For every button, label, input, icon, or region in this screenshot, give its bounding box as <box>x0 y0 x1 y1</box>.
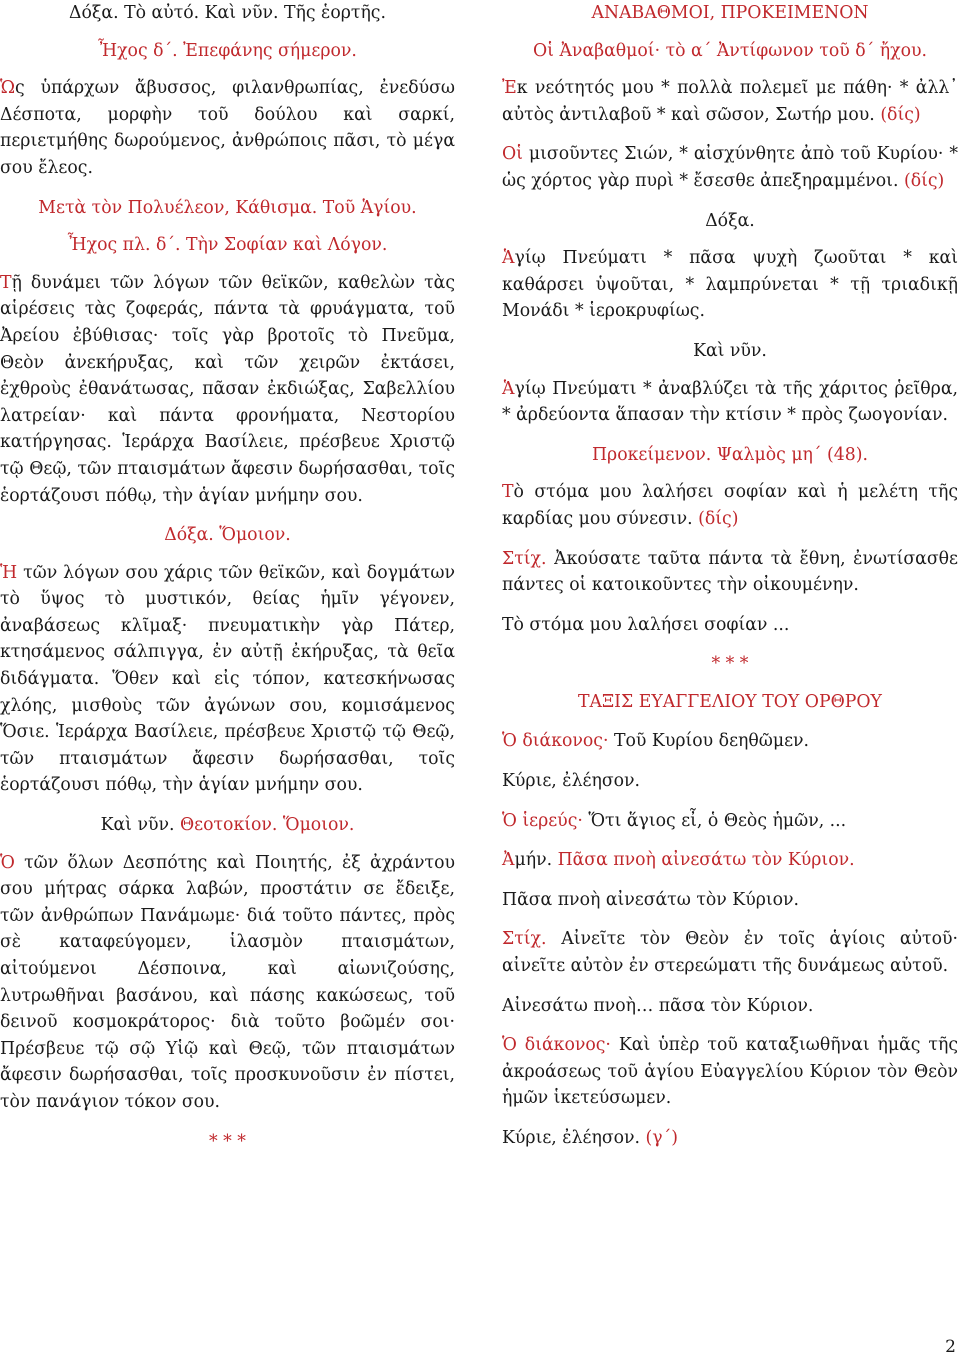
verse-1-text: Ἀκούσατε ταῦτα πάντα τὰ ἔθνη, ἐνωτίσασθε πάντες οἱ κατοικοῦντες τὴν οἰκουμένην. <box>502 548 958 596</box>
response-4 <box>502 1125 958 1152</box>
anavathmos-2-text: μισοῦντες Σιών, * αἰσχύνθητε ἀπὸ τοῦ Κυρίου· * ὡς χόρτος γὰρ πυρὶ * ἔσεσθε ἀπεξηραμμένοι. <box>502 144 958 191</box>
initial: Ἁ <box>502 378 515 399</box>
initial: Ἁ <box>502 248 515 269</box>
repeat-mark: (δίς) <box>880 104 921 125</box>
deacon-line-2-text: Καὶ ὑπὲρ τοῦ καταξιωθῆναι ἡμᾶς τῆς ἀκροάσεως τοῦ ἁγίου Εὐαγγελίου Κύριον τὸν Θεὸν ἡμῶν ἱκετεύσωμεν. <box>502 1035 959 1109</box>
anavathmos-3 <box>502 245 958 325</box>
initial: Τ <box>502 482 514 503</box>
response-1: Κύριε, ἐλέησον. <box>502 771 641 792</box>
deacon-line-1-text: Τοῦ Κυρίου δεηθῶμεν. <box>608 731 810 752</box>
priest-line-text: Ὅτι ἅγιος εἶ, ὁ Θεὸς ἡμῶν, ... <box>582 810 847 831</box>
response-3: Αἰνεσάτω πνοὴ… πᾶσα τὸν Κύριον. <box>502 995 814 1016</box>
amen-text: μήν. <box>514 850 558 871</box>
kai-nyn-heading: Καὶ νῦν. <box>693 340 767 361</box>
doxa-heading: Δόξα. <box>705 210 755 231</box>
separator-stars-2: * * * <box>711 654 749 675</box>
kai-nyn: Καὶ νῦν. <box>100 815 180 836</box>
initial: Τ <box>0 272 12 293</box>
tone-heading-2: Ἦχος πλ. δ΄. Τὴν Σοφίαν καὶ Λόγον. <box>67 235 388 256</box>
right-column <box>502 0 958 1165</box>
anavathmos-4-text: γίῳ Πνεύματι * ἀναβλύζει τὰ τῆς χάριτος ῥεῖθρα, * ἀρδεύοντα ἅπασαν τὴν κτίσιν * πρὸς ζωογονίαν. <box>502 378 958 426</box>
anavathmos-2 <box>502 141 958 194</box>
repeat-mark: (δίς) <box>903 170 945 191</box>
troparion-1 <box>0 75 455 181</box>
role-label: Ὁ διάκονος· <box>502 1035 611 1056</box>
anavathmos-3-text: γίῳ Πνεύματι * πᾶσα ψυχὴ ζωοῦται * καὶ καθάρσει ὑψοῦται, * λαμπρύνεται * τῇ τριαδικῇ Μονάδι * ἱεροκρυφίως. <box>502 248 958 322</box>
initial: Ἡ <box>0 562 18 583</box>
section-title-anavathmoi: ΑΝΑΒΑΘΜΟΙ, ΠΡΟΚΕΙΜΕΝΟΝ <box>591 3 869 23</box>
kathisma-1 <box>0 270 455 509</box>
anavathmos-1-text: κ νεότητός μου * πολλὰ πολεμεῖ με πάθη· * ἀλλ᾽ αὐτὸς ἀντιλαβοῦ * καὶ σῶσον, Σωτήρ μου. <box>502 78 958 125</box>
kathisma-1-text: ῇ δυνάμει τῶν λόγων τῶν θεϊκῶν, καθελὼν τὰς αἱρέσεις τὰς ζοφεράς, πάντα τὰ φρυάγματα, τοῦ Ἀρείου ἐβύθισας· τοῖς γὰρ βροτοῖς τὸ Πνεῦμα, Θεὸν ἀνεκήρυξας, καὶ τῶν χειρῶν ἐκτάσει, ἐχθροὺς ἐθανάτωσας, πᾶσαν ἐκδιώξας, Σαβελλίου λατρείαν· καὶ πάντα φρονήματα, Νεστορίου κατήργησας. Ἱεράρχα Βασίλειε, πρέσβευε Χριστῷ τῷ Θεῷ, τῶν πταισμάτων ἄφεσιν δωρήσασθαι, τοῖς ἑορτάζουσι πόθῳ, τὴν ἁγίαν μνήμην σου. <box>0 272 455 506</box>
initial: Ὡ <box>0 78 16 99</box>
kathisma-2 <box>0 560 455 799</box>
prokeimenon-repeat: Τὸ στόμα μου λαλήσει σοφίαν ... <box>502 614 790 635</box>
role-label: Ὁ διάκονος· <box>502 731 609 752</box>
pasa-pnoi-rubric: Πᾶσα πνοὴ αἰνεσάτω τὸν Κύριον. <box>557 850 855 871</box>
antiphon-heading: Οἱ Ἀναβαθμοί· τὸ α΄ Ἀντίφωνον τοῦ δ΄ ἤχου. <box>533 40 927 61</box>
verse-2-text: Αἰνεῖτε τὸν Θεὸν ἐν τοῖς ἁγίοις αὐτοῦ· αἰνεῖτε αὐτὸν ἐν στερεώματι τῆς δυνάμεως αὐτοῦ. <box>502 929 958 977</box>
kathisma-heading: Μετὰ τὸν Πολυέλεον, Κάθισμα. Τοῦ Ἁγίου. <box>38 197 417 218</box>
repeat-mark: (γ΄) <box>645 1128 678 1148</box>
left-column <box>0 0 455 1168</box>
anavathmos-1 <box>502 75 958 128</box>
amen-line <box>502 847 958 874</box>
role-label: Ὁ ἱερεύς· <box>502 810 583 831</box>
prokeimenon-heading: Προκείμενον. Ψαλμὸς μη΄ (48). <box>591 444 869 465</box>
theotokion <box>0 850 455 1116</box>
response-4-text: Κύριε, ἐλέησον. <box>502 1128 646 1148</box>
separator-stars: * * * <box>209 1131 246 1152</box>
tone-heading: Ἦχος δ΄. Ἐπεφάνης σήμερον. <box>98 40 357 61</box>
theotokion-label: Θεοτοκίον. Ὅμοιον. <box>179 815 355 836</box>
kathisma-2-text: τῶν λόγων σου χάρις τῶν θεϊκῶν, καὶ δογμάτων τὸ ὕψος τὸ μυστικόν, θείας ἡμῖν γέγονεν, ἀναβάσεως κλῖμαξ· πνευματικὴν γὰρ Πάτερ, κτησάμενος σάλπιγγα, ἐν αὐτῇ ἐκήρυξας, τὰ θεῖα διδάγματα. Ὅθεν καὶ εἰς τόπον, κατεσκήνωσας χλόης, μισθοὺς τῶν ἀγώνων σου, κομισάμενος Ὅσιε. Ἱεράρχα Βασίλειε, πρέσβευε Χριστῷ τῷ Θεῷ, τῶν πταισμάτων ἄφεσιν δωρήσασθαι, τοῖς ἑορτάζουσι πόθῳ, τὴν ἁγίαν μνήμην σου. <box>0 562 455 796</box>
priest-line <box>502 808 958 835</box>
heading-doxa: Δόξα. Τὸ αὐτό. Καὶ νῦν. Τῆς ἑορτῆς. <box>69 3 386 23</box>
anavathmos-4 <box>502 376 958 429</box>
theotokion-heading <box>0 812 455 839</box>
deacon-line-2 <box>502 1032 958 1112</box>
initial: Ἐ <box>502 78 517 99</box>
deacon-line-1 <box>502 728 958 755</box>
response-2: Πᾶσα πνοὴ αἰνεσάτω τὸν Κύριον. <box>502 889 800 910</box>
theotokion-text: τῶν ὅλων Δεσπότης καὶ Ποιητής, ἐξ ἀχράντου σου μήτρας σάρκα λαβών, προστάτιν σε ἔδειξε, τῶν ἀνθρώπων Πανάμωμε· διά τοῦτο πάντες, πρὸς σὲ καταφεύγομεν, ἱλασμὸν πταισμάτων, αἰτούμενοι Δέσποινα, καὶ αἰωνιζούσης, λυτρωθῆναι βασάνου, καὶ πάσης κακώσεως, τοῦ δεινοῦ κοσμοκράτορος· διὰ τοῦτο βοῶμέν σοι· Πρέσβευε τῷ σῷ Υἱῷ καὶ Θεῷ, τῶν πταισμάτων ἄφεσιν δωρήσασθαι, τοῖς προσκυνοῦσιν ἐν πίστει, τὸν πανάγιον τόκον σου. <box>0 852 455 1112</box>
verse-2 <box>502 926 958 979</box>
prokeimenon-text: ὸ στόμα μου λαλήσει σοφίαν καὶ ἡ μελέτη τῆς καρδίας μου σύνεσιν. <box>502 482 958 529</box>
page-number: 2 <box>945 1337 956 1357</box>
initial: Ὁ <box>0 852 15 873</box>
verse-label: Στίχ. <box>502 548 547 569</box>
doxa-homoion: Δόξα. Ὅμοιον. <box>164 525 291 546</box>
section-title-gospel: ΤΑΞΙΣ ΕΥΑΓΓΕΛΙΟΥ ΤΟΥ ΟΡΘΡΟΥ <box>578 691 882 712</box>
troparion-1-text: ς ὑπάρχων ἄβυσσος, φιλανθρωπίας, ἐνεδύσω Δέσποτα, μορφὴν τοῦ δούλου καὶ σαρκί, περιετμήθης δωρούμενος, ἀνθρώποις πᾶσι, τὸ μέγα σου ἔλεος. <box>0 78 455 178</box>
verse-1 <box>502 546 958 599</box>
initial: Ἀ <box>502 850 515 871</box>
prokeimenon <box>502 479 958 532</box>
initial: Οἱ <box>502 144 523 165</box>
repeat-mark: (δίς) <box>698 508 739 529</box>
verse-label: Στίχ. <box>502 929 547 950</box>
